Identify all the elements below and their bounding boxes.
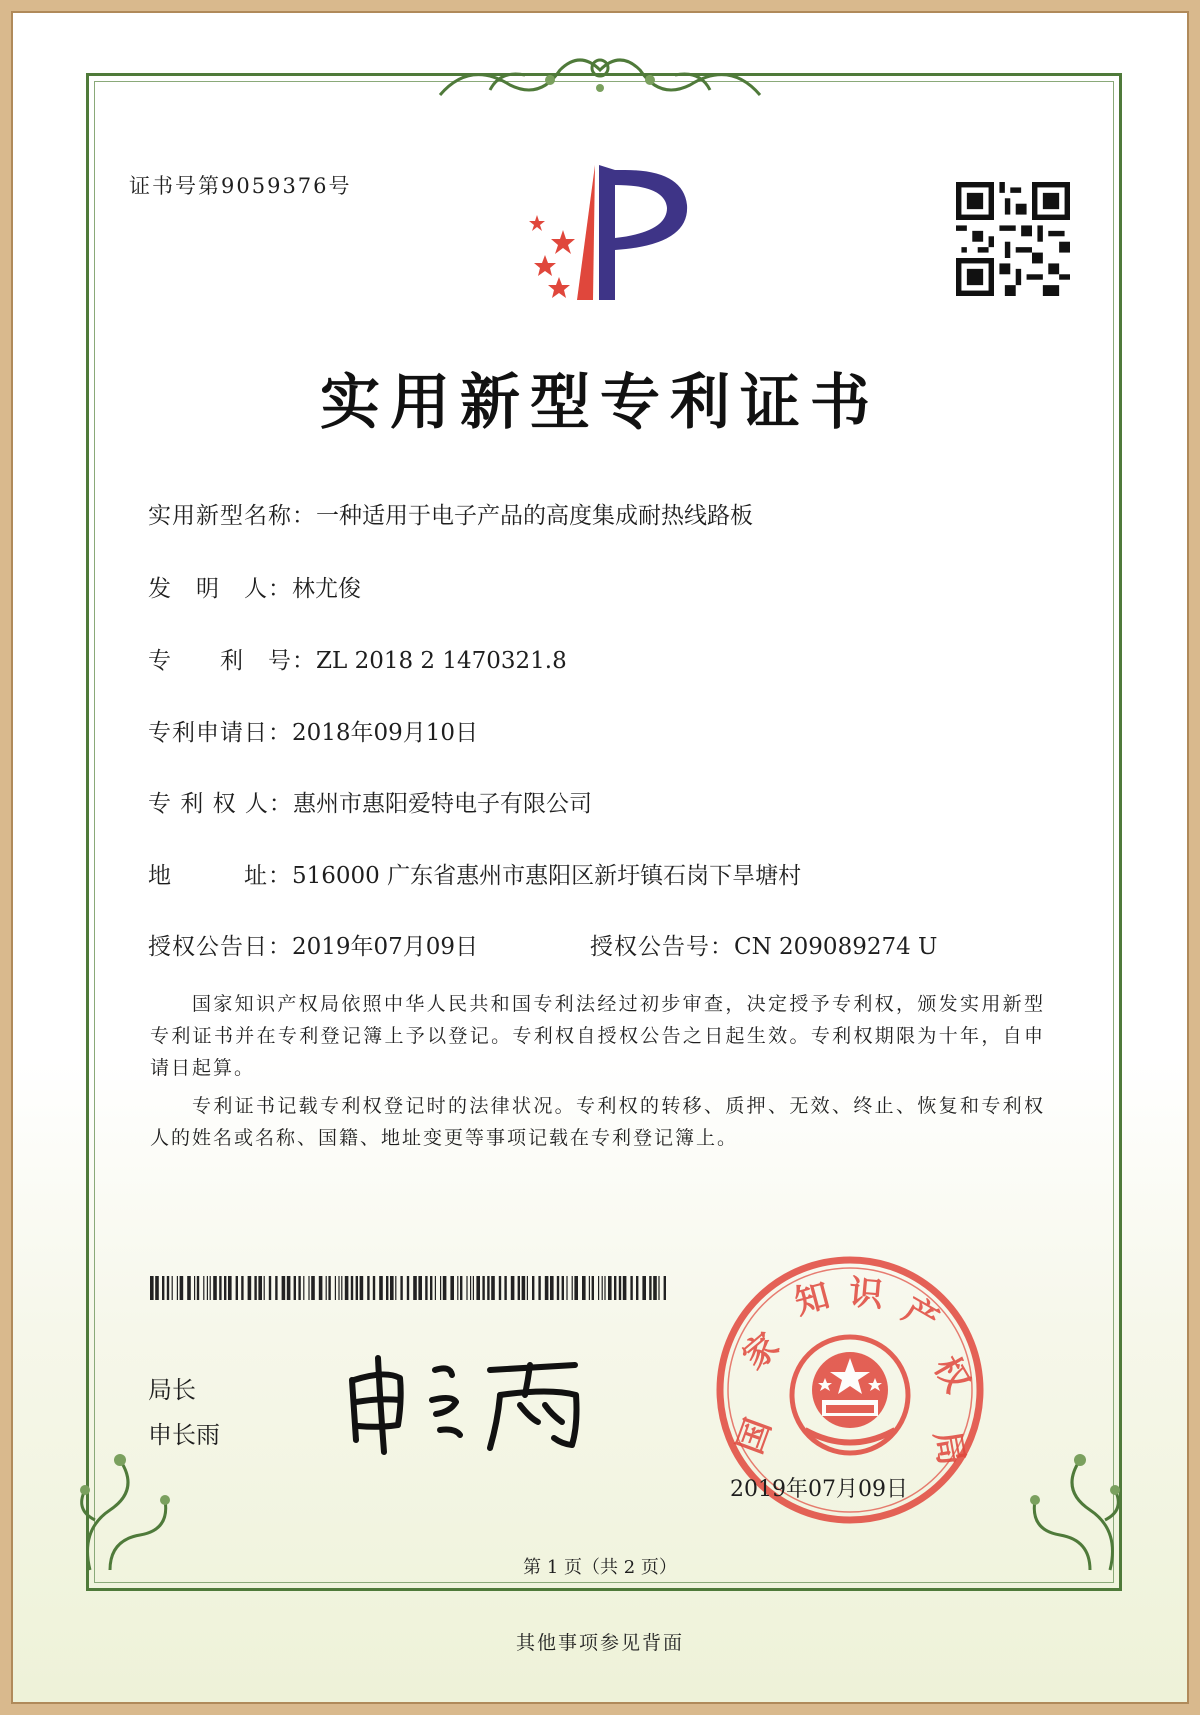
field-value: 516000 广东省惠州市惠阳区新圩镇石岗下旱塘村 bbox=[292, 863, 802, 889]
grant-paragraph: 国家知识产权局依照中华人民共和国专利法经过初步审查，决定授予专利权，颁发实用新型专利证书并在专利登记簿上予以登记。专利权自授权公告之日起生效。专利权期限为十年，自申请日起算。 bbox=[150, 993, 1045, 1079]
director-signature-icon bbox=[340, 1340, 600, 1460]
field-value: 2019年07月09日 bbox=[292, 934, 479, 960]
field-value: 一种适用于电子产品的高度集成耐热线路板 bbox=[316, 503, 753, 529]
top-ornament-icon bbox=[430, 40, 770, 110]
field-label: 专 利 权 人： bbox=[148, 791, 293, 817]
certificate-title: 实用新型专利证书 bbox=[320, 368, 880, 438]
svg-text:家: 家 bbox=[735, 1325, 787, 1378]
field-inventor bbox=[148, 570, 361, 603]
svg-text:识: 识 bbox=[847, 1272, 885, 1316]
field-label: 授权公告日： bbox=[148, 934, 292, 960]
seal-date: 2019年07月09日 bbox=[730, 1477, 908, 1502]
field-label: 专利申请日： bbox=[148, 720, 292, 746]
barcode-icon bbox=[150, 1276, 670, 1300]
svg-text:国: 国 bbox=[730, 1413, 780, 1460]
field-announcement-date bbox=[148, 928, 478, 961]
field-value: CN 209089274 U bbox=[734, 934, 938, 960]
field-value: 林尤俊 bbox=[292, 576, 361, 602]
field-value: ZL 2018 2 1470321.8 bbox=[316, 648, 567, 674]
field-label: 专 利 号： bbox=[148, 648, 316, 674]
legal-status-paragraph: 专利证书记载专利权登记时的法律状况。专利权的转移、质押、无效、终止、恢复和专利权人的姓名或名称、国籍、地址变更等事项记载在专利登记簿上。 bbox=[150, 1095, 1045, 1149]
field-value: 2018年09月10日 bbox=[292, 720, 479, 746]
svg-text:权: 权 bbox=[925, 1349, 978, 1400]
field-label: 授权公告号： bbox=[590, 934, 734, 960]
field-address bbox=[148, 857, 801, 890]
back-note: 其他事项参见背面 bbox=[515, 1632, 684, 1654]
field-patent-number bbox=[148, 642, 567, 675]
field-patentee bbox=[148, 785, 592, 818]
svg-text:产: 产 bbox=[895, 1289, 946, 1342]
patent-office-logo-icon bbox=[515, 160, 695, 310]
field-label: 实用新型名称： bbox=[148, 503, 316, 529]
field-label: 地 址： bbox=[148, 863, 292, 889]
page-number: 第 1 页（共 2 页） bbox=[523, 1557, 677, 1578]
director-name: 申长雨 bbox=[148, 1421, 220, 1449]
field-announcement-number bbox=[590, 928, 937, 961]
certificate-number: 证书号第9059376号 bbox=[129, 174, 352, 198]
director-title: 局长 bbox=[148, 1376, 196, 1404]
field-label: 发 明 人： bbox=[148, 576, 292, 602]
field-utility-model-name bbox=[148, 497, 753, 530]
qr-code-icon bbox=[956, 182, 1070, 296]
field-value: 惠州市惠阳爱特电子有限公司 bbox=[292, 791, 592, 817]
svg-text:知: 知 bbox=[790, 1275, 834, 1324]
svg-text:局: 局 bbox=[926, 1427, 972, 1469]
field-filing-date bbox=[148, 714, 478, 747]
